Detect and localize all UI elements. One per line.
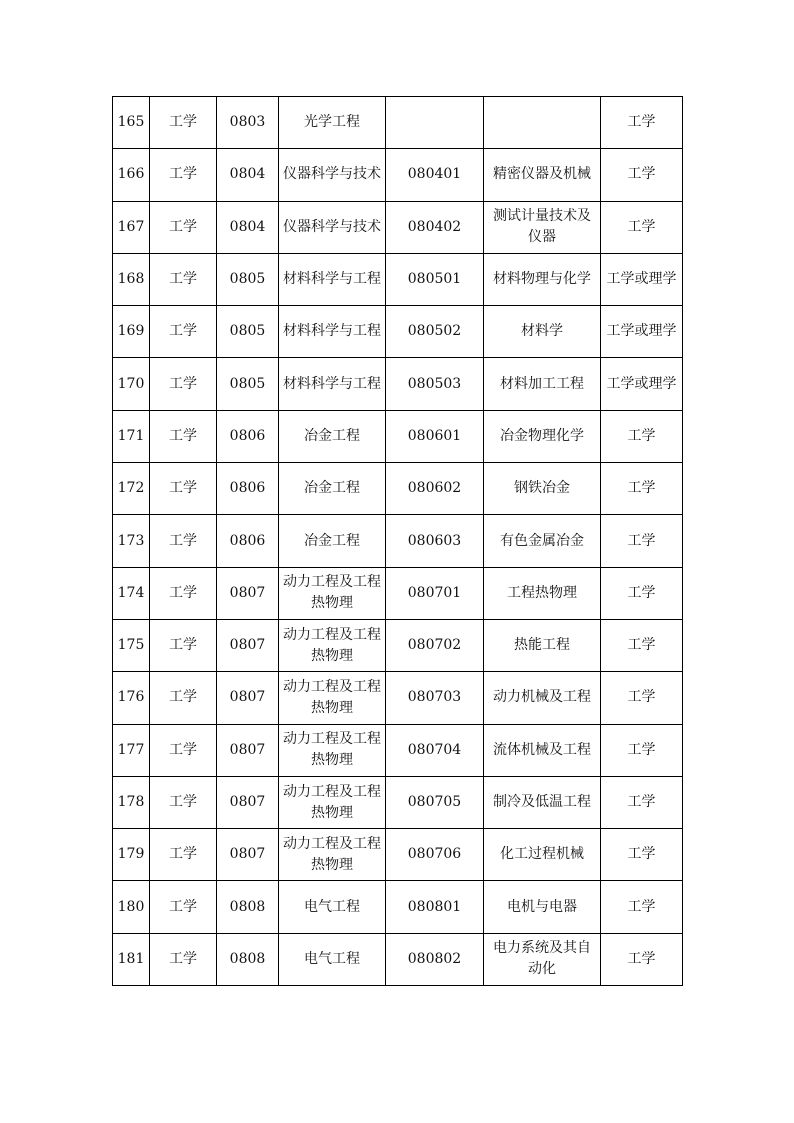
major-code-cell: 080601 <box>386 410 484 462</box>
table-row <box>113 672 683 724</box>
table-row <box>113 515 683 567</box>
table-row <box>113 149 683 201</box>
table-row <box>113 829 683 881</box>
row-number-cell: 166 <box>113 149 150 201</box>
category-cell: 工学 <box>150 724 217 776</box>
class-name-cell: 冶金工程 <box>279 515 386 567</box>
row-number-cell: 167 <box>113 201 150 253</box>
category-cell: 工学 <box>150 567 217 619</box>
degree-cell: 工学 <box>601 463 683 515</box>
category-cell: 工学 <box>150 410 217 462</box>
major-code-cell: 080801 <box>386 881 484 933</box>
table-row <box>113 410 683 462</box>
class-code-cell: 0805 <box>217 358 279 410</box>
degree-cell: 工学 <box>601 201 683 253</box>
row-number-cell: 170 <box>113 358 150 410</box>
degree-cell: 工学 <box>601 619 683 671</box>
major-code-cell: 080602 <box>386 463 484 515</box>
major-name-cell: 材料物理与化学 <box>484 253 601 305</box>
class-name-cell: 冶金工程 <box>279 410 386 462</box>
major-code-cell: 080701 <box>386 567 484 619</box>
discipline-table <box>112 96 683 986</box>
category-cell: 工学 <box>150 149 217 201</box>
table-row <box>113 253 683 305</box>
degree-cell: 工学 <box>601 97 683 149</box>
class-name-cell: 动力工程及工程热物理 <box>279 672 386 724</box>
degree-cell: 工学 <box>601 410 683 462</box>
class-code-cell: 0806 <box>217 410 279 462</box>
class-code-cell: 0807 <box>217 776 279 828</box>
class-code-cell: 0808 <box>217 933 279 985</box>
row-number-cell: 165 <box>113 97 150 149</box>
row-number-cell: 175 <box>113 619 150 671</box>
table-body <box>113 97 683 986</box>
category-cell: 工学 <box>150 881 217 933</box>
table-row <box>113 776 683 828</box>
major-name-cell: 材料学 <box>484 306 601 358</box>
major-name-cell: 电力系统及其自动化 <box>484 933 601 985</box>
class-name-cell: 动力工程及工程热物理 <box>279 776 386 828</box>
row-number-cell: 173 <box>113 515 150 567</box>
degree-cell: 工学 <box>601 829 683 881</box>
category-cell: 工学 <box>150 829 217 881</box>
table-row <box>113 358 683 410</box>
class-name-cell: 光学工程 <box>279 97 386 149</box>
major-code-cell: 080703 <box>386 672 484 724</box>
degree-cell: 工学 <box>601 515 683 567</box>
major-name-cell: 工程热物理 <box>484 567 601 619</box>
class-code-cell: 0803 <box>217 97 279 149</box>
category-cell: 工学 <box>150 253 217 305</box>
major-code-cell: 080501 <box>386 253 484 305</box>
category-cell: 工学 <box>150 619 217 671</box>
class-name-cell: 仪器科学与技术 <box>279 201 386 253</box>
major-name-cell: 流体机械及工程 <box>484 724 601 776</box>
degree-cell: 工学或理学 <box>601 306 683 358</box>
class-name-cell: 电气工程 <box>279 933 386 985</box>
row-number-cell: 168 <box>113 253 150 305</box>
class-name-cell: 材料科学与工程 <box>279 253 386 305</box>
major-code-cell: 080401 <box>386 149 484 201</box>
major-name-cell: 冶金物理化学 <box>484 410 601 462</box>
row-number-cell: 177 <box>113 724 150 776</box>
class-code-cell: 0808 <box>217 881 279 933</box>
class-code-cell: 0806 <box>217 463 279 515</box>
class-code-cell: 0807 <box>217 567 279 619</box>
major-code-cell: 080704 <box>386 724 484 776</box>
degree-cell: 工学 <box>601 672 683 724</box>
table-row <box>113 619 683 671</box>
class-name-cell: 材料科学与工程 <box>279 358 386 410</box>
major-name-cell: 化工过程机械 <box>484 829 601 881</box>
table-row <box>113 881 683 933</box>
major-code-cell: 080802 <box>386 933 484 985</box>
table-row <box>113 567 683 619</box>
degree-cell: 工学 <box>601 933 683 985</box>
major-name-cell: 测试计量技术及仪器 <box>484 201 601 253</box>
major-name-cell: 材料加工工程 <box>484 358 601 410</box>
category-cell: 工学 <box>150 97 217 149</box>
class-code-cell: 0806 <box>217 515 279 567</box>
row-number-cell: 176 <box>113 672 150 724</box>
class-code-cell: 0807 <box>217 672 279 724</box>
row-number-cell: 172 <box>113 463 150 515</box>
category-cell: 工学 <box>150 672 217 724</box>
class-name-cell: 仪器科学与技术 <box>279 149 386 201</box>
category-cell: 工学 <box>150 358 217 410</box>
degree-cell: 工学 <box>601 567 683 619</box>
category-cell: 工学 <box>150 306 217 358</box>
table-row <box>113 306 683 358</box>
class-name-cell: 电气工程 <box>279 881 386 933</box>
class-name-cell: 动力工程及工程热物理 <box>279 724 386 776</box>
major-name-cell: 精密仪器及机械 <box>484 149 601 201</box>
table-row <box>113 97 683 149</box>
major-name-cell: 制冷及低温工程 <box>484 776 601 828</box>
table-row <box>113 463 683 515</box>
major-name-cell: 动力机械及工程 <box>484 672 601 724</box>
class-name-cell: 材料科学与工程 <box>279 306 386 358</box>
major-code-cell: 080502 <box>386 306 484 358</box>
major-name-cell: 热能工程 <box>484 619 601 671</box>
major-code-cell: 080503 <box>386 358 484 410</box>
row-number-cell: 171 <box>113 410 150 462</box>
class-code-cell: 0804 <box>217 149 279 201</box>
major-code-cell: 080706 <box>386 829 484 881</box>
row-number-cell: 180 <box>113 881 150 933</box>
row-number-cell: 174 <box>113 567 150 619</box>
class-name-cell: 冶金工程 <box>279 463 386 515</box>
class-name-cell: 动力工程及工程热物理 <box>279 619 386 671</box>
table-row <box>113 724 683 776</box>
class-name-cell: 动力工程及工程热物理 <box>279 829 386 881</box>
degree-cell: 工学或理学 <box>601 358 683 410</box>
major-code-cell <box>386 97 484 149</box>
major-name-cell: 有色金属冶金 <box>484 515 601 567</box>
class-code-cell: 0807 <box>217 619 279 671</box>
major-name-cell: 电机与电器 <box>484 881 601 933</box>
class-code-cell: 0805 <box>217 306 279 358</box>
class-code-cell: 0807 <box>217 829 279 881</box>
class-code-cell: 0804 <box>217 201 279 253</box>
category-cell: 工学 <box>150 776 217 828</box>
degree-cell: 工学或理学 <box>601 253 683 305</box>
table-row <box>113 933 683 985</box>
category-cell: 工学 <box>150 201 217 253</box>
row-number-cell: 169 <box>113 306 150 358</box>
category-cell: 工学 <box>150 515 217 567</box>
degree-cell: 工学 <box>601 149 683 201</box>
major-name-cell <box>484 97 601 149</box>
major-code-cell: 080702 <box>386 619 484 671</box>
degree-cell: 工学 <box>601 724 683 776</box>
table-row <box>113 201 683 253</box>
major-code-cell: 080603 <box>386 515 484 567</box>
major-name-cell: 钢铁冶金 <box>484 463 601 515</box>
class-name-cell: 动力工程及工程热物理 <box>279 567 386 619</box>
major-code-cell: 080705 <box>386 776 484 828</box>
category-cell: 工学 <box>150 933 217 985</box>
row-number-cell: 178 <box>113 776 150 828</box>
category-cell: 工学 <box>150 463 217 515</box>
class-code-cell: 0807 <box>217 724 279 776</box>
degree-cell: 工学 <box>601 881 683 933</box>
row-number-cell: 181 <box>113 933 150 985</box>
degree-cell: 工学 <box>601 776 683 828</box>
class-code-cell: 0805 <box>217 253 279 305</box>
major-code-cell: 080402 <box>386 201 484 253</box>
row-number-cell: 179 <box>113 829 150 881</box>
